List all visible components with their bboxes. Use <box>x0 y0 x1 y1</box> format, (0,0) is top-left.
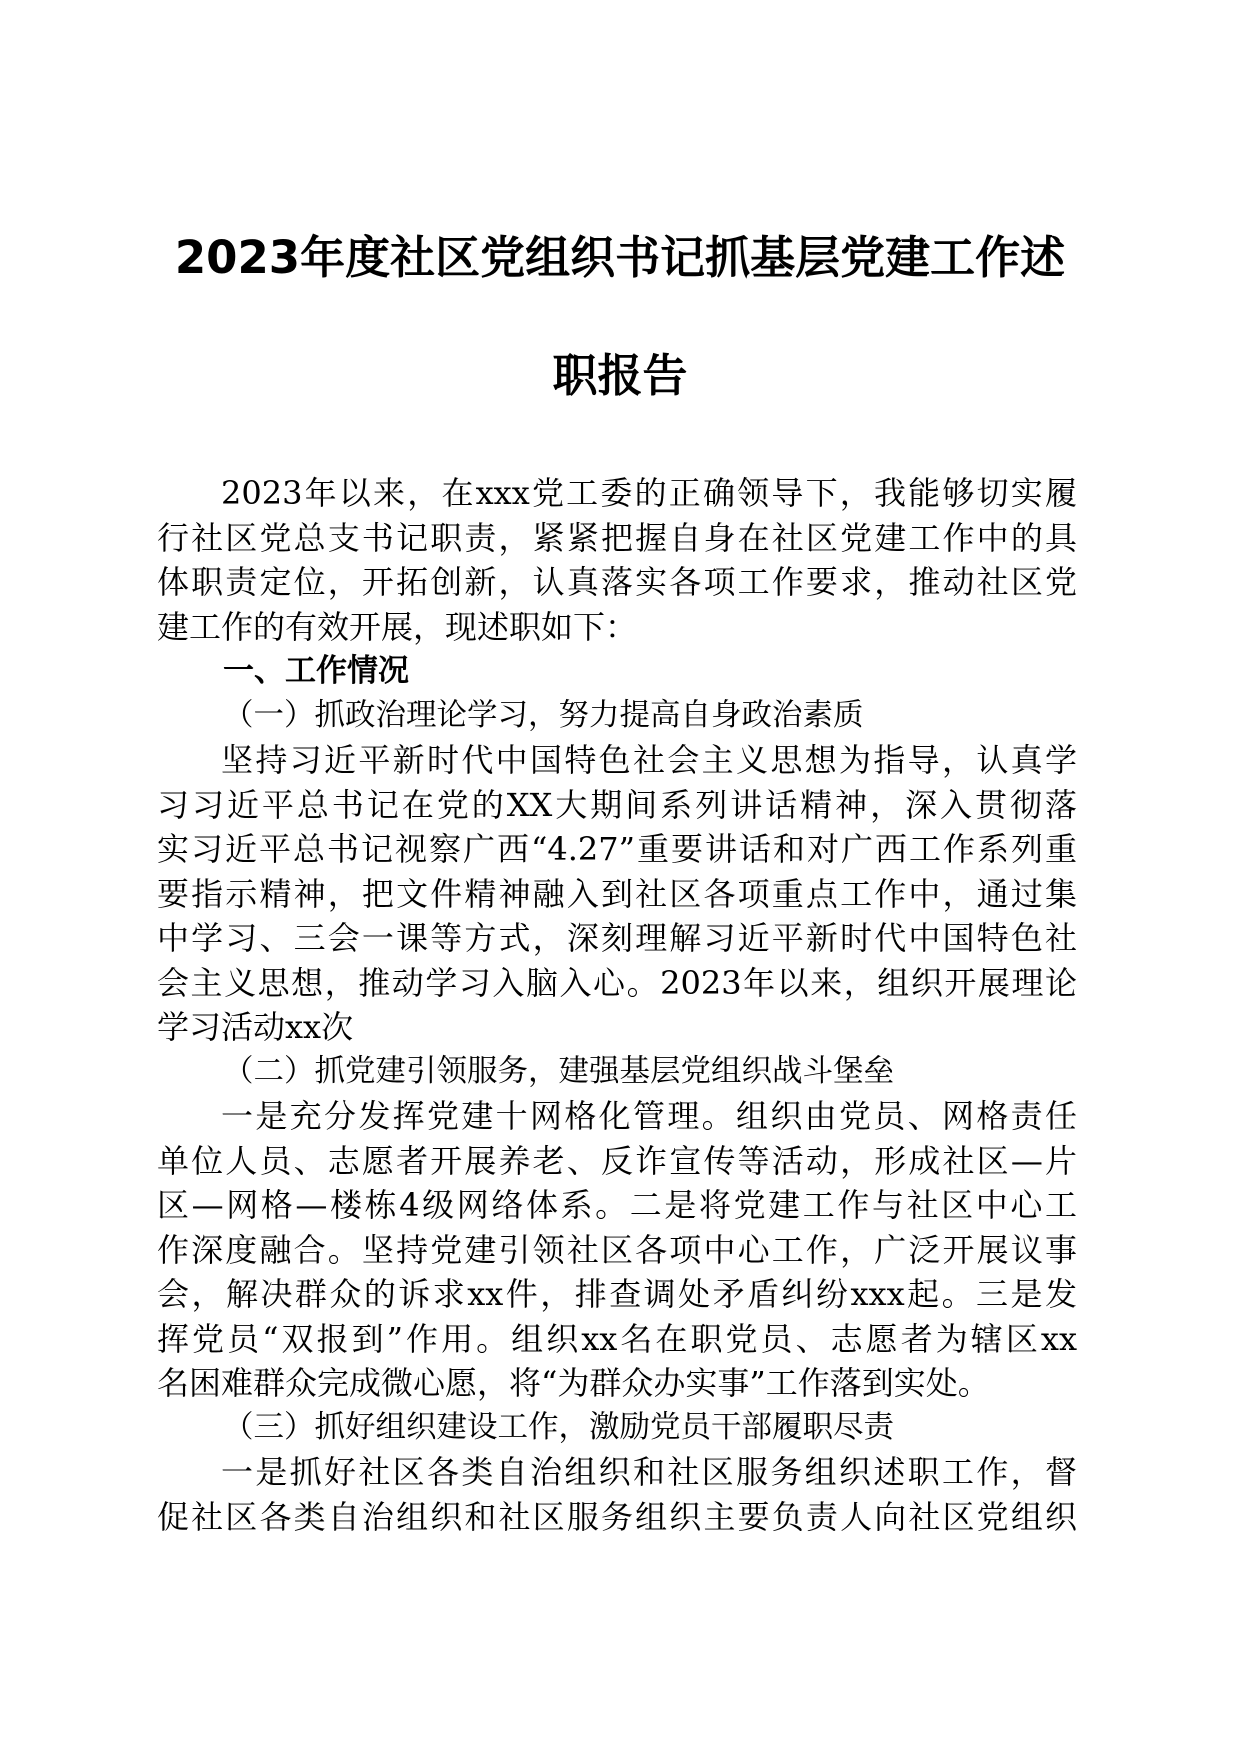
paragraph-line: 作深度融合。坚持党建引领社区各项中心工作，广泛开展议事 <box>157 1230 1077 1269</box>
subsection-heading: （一）抓政治理论学习，努力提高自身政治素质 <box>223 697 864 733</box>
subsection-heading: （三）抓好组织建设工作，激励党员干部履职尽责 <box>223 1409 894 1445</box>
paragraph-line: 名困难群众完成微心愿，将“为群众办实事”工作落到实处。 <box>157 1364 990 1402</box>
document-title-line-1: 2023年度社区党组织书记抓基层党建工作述 <box>174 231 1066 284</box>
paragraph-line: 体职责定位，开拓创新，认真落实各项工作要求，推动社区党 <box>157 563 1077 601</box>
subsection-heading: （二）抓党建引领服务，建强基层党组织战斗堡垒 <box>223 1053 894 1089</box>
document-title-line-2: 职报告 <box>552 349 688 402</box>
paragraph-line: 实习近平总书记视察广西“4.27”重要讲话和对广西工作系列重 <box>157 830 1077 868</box>
paragraph-line: 促社区各类自治组织和社区服务组织主要负责人向社区党组织 <box>157 1497 1077 1536</box>
paragraph-line: 习习近平总书记在党的XX大期间系列讲话精神，深入贯彻落 <box>157 785 1077 824</box>
document-body <box>157 471 1077 1539</box>
paragraph-line: 坚持习近平新时代中国特色社会主义思想为指导，认真学 <box>221 741 1077 779</box>
paragraph-line: 行社区党总支书记职责，紧紧把握自身在社区党建工作中的具 <box>157 518 1077 557</box>
paragraph-line: 区—网格—楼栋4级网络体系。二是将党建工作与社区中心工 <box>157 1186 1077 1224</box>
paragraph-line: 一是充分发挥党建十网格化管理。组织由党员、网格责任 <box>221 1097 1077 1135</box>
paragraph-line: 中学习、三会一课等方式，深刻理解习近平新时代中国特色社 <box>157 919 1077 957</box>
paragraph-line: 会，解决群众的诉求xx件，排查调处矛盾纠纷xxx起。三是发 <box>157 1275 1077 1313</box>
paragraph-line: 学习活动xx次 <box>157 1008 354 1046</box>
paragraph-line: 建工作的有效开展，现述职如下： <box>157 607 638 646</box>
paragraph-line: 一是抓好社区各类自治组织和社区服务组织述职工作，督 <box>221 1453 1077 1491</box>
paragraph-line: 会主义思想，推动学习入脑入心。2023年以来，组织开展理论 <box>157 963 1077 1002</box>
paragraph-line: 2023年以来，在xxx党工委的正确领导下，我能够切实履 <box>221 474 1077 512</box>
paragraph-line: 挥党员“双报到”作用。组织xx名在职党员、志愿者为辖区xx <box>157 1319 1077 1358</box>
paragraph-line: 单位人员、志愿者开展养老、反诈宣传等活动，形成社区—片 <box>157 1141 1077 1180</box>
paragraph-line: 要指示精神，把文件精神融入到社区各项重点工作中，通过集 <box>157 874 1077 913</box>
section-heading: 一、工作情况 <box>223 653 409 689</box>
